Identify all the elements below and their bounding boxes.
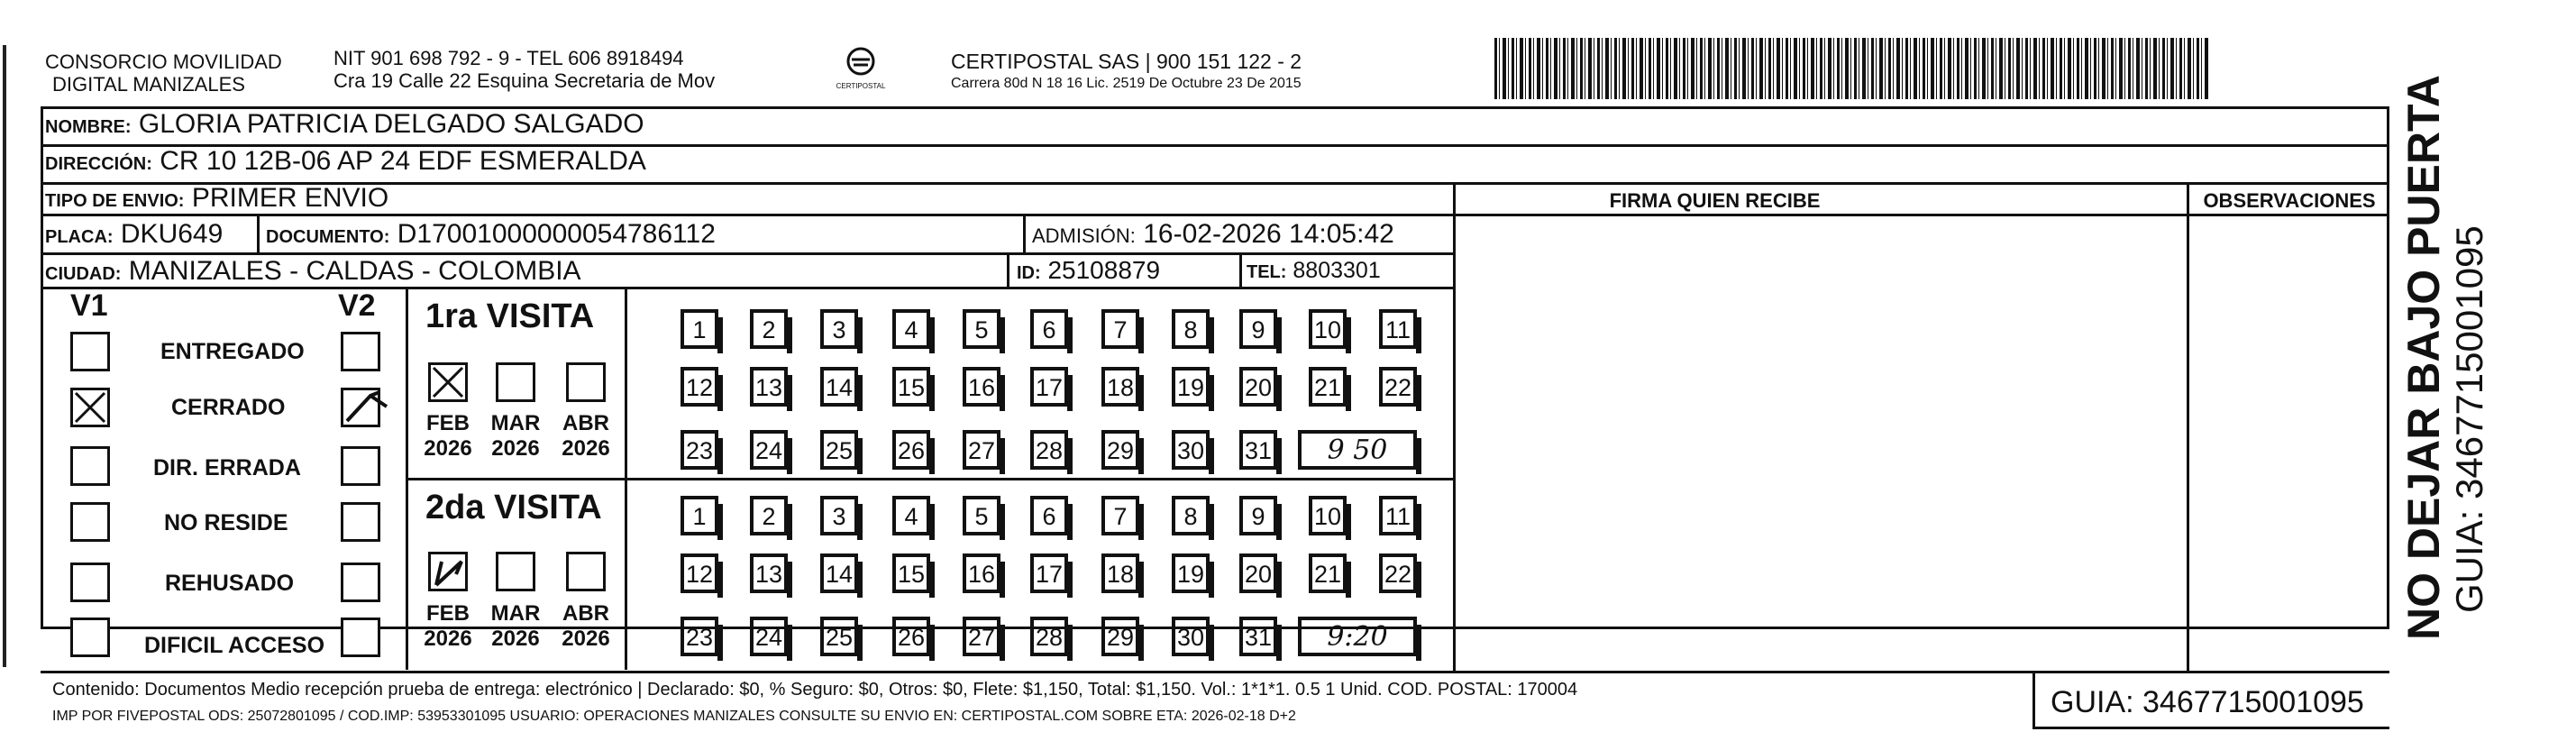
day-box[interactable] bbox=[1030, 309, 1068, 349]
day-box[interactable] bbox=[1101, 430, 1139, 470]
direccion-value: CR 10 12B-06 AP 24 EDF ESMERALDA bbox=[160, 146, 646, 176]
first-visit-time: 9 50 bbox=[1327, 435, 1388, 466]
documento-row bbox=[266, 219, 716, 250]
firma-column-line bbox=[1453, 182, 1456, 671]
day-box[interactable] bbox=[1309, 496, 1347, 535]
day-box[interactable] bbox=[1172, 553, 1210, 593]
day-number: 1 bbox=[692, 503, 707, 530]
day-number: 2 bbox=[762, 316, 776, 343]
day-box[interactable] bbox=[892, 553, 930, 593]
footer-contenido: Contenido: Documentos Medio recepción prueba de entrega: electrónico | Declarado: $0, % Seguro: $0, Otros: $0, Flete: $1,150, Total: $1,150. Vol.: 1*1*1. 0.5 1 Unid. COD. POSTAL: 170004 bbox=[52, 680, 1578, 700]
footer-bottom-line bbox=[2032, 727, 2389, 729]
day-number: 29 bbox=[1106, 624, 1135, 651]
divider bbox=[41, 252, 1456, 255]
day-box[interactable] bbox=[1172, 496, 1210, 535]
carrier-name: CERTIPOSTAL SAS | 900 151 122 - 2 bbox=[951, 50, 1302, 73]
day-number: 20 bbox=[1244, 561, 1273, 588]
day-box[interactable] bbox=[681, 496, 718, 535]
day-number: 10 bbox=[1313, 316, 1342, 343]
month-year: 2026 bbox=[424, 627, 472, 651]
observaciones-column-line bbox=[2187, 182, 2189, 671]
id-label: ID: bbox=[1017, 263, 1041, 283]
day-box[interactable] bbox=[820, 617, 858, 656]
day-box[interactable] bbox=[1101, 617, 1139, 656]
day-box[interactable] bbox=[820, 496, 858, 535]
day-box[interactable] bbox=[750, 617, 788, 656]
day-number: 22 bbox=[1384, 374, 1412, 401]
footer-guia-separator bbox=[2032, 671, 2035, 728]
day-number: 19 bbox=[1176, 374, 1205, 401]
divider bbox=[41, 182, 2389, 185]
day-box[interactable] bbox=[750, 496, 788, 535]
carrier-address: Carrera 80d N 18 16 Lic. 2519 De Octubre 23 De 2015 bbox=[951, 76, 1302, 91]
day-box[interactable] bbox=[681, 430, 718, 470]
company-line-1: CONSORCIO MOVILIDAD bbox=[45, 50, 282, 73]
month-year: 2026 bbox=[424, 436, 472, 461]
id-row bbox=[1017, 256, 1160, 285]
day-number: 9 bbox=[1251, 503, 1265, 530]
day-box[interactable] bbox=[750, 553, 788, 593]
documento-value: D17001000000054786112 bbox=[397, 219, 716, 249]
checked-x-icon bbox=[431, 365, 465, 399]
second-visit-time-box[interactable] bbox=[1298, 617, 1417, 656]
day-number: 24 bbox=[754, 437, 783, 464]
company-info bbox=[333, 47, 715, 92]
first-visit-month-feb bbox=[421, 411, 475, 462]
company-line-2: DIGITAL MANIZALES bbox=[52, 73, 245, 96]
divider bbox=[1007, 254, 1009, 287]
day-box[interactable] bbox=[963, 367, 1000, 407]
day-number: 8 bbox=[1183, 503, 1198, 530]
company-address: Cra 19 Calle 22 Esquina Secretaria de Mov bbox=[333, 69, 716, 92]
tipo-row bbox=[45, 183, 388, 214]
carrier-info bbox=[951, 50, 1302, 94]
footer-imp: IMP POR FIVEPOSTAL ODS: 25072801095 / COD.IMP: 53953301095 USUARIO: OPERACIONES MANIZALES CONSULTE SU ENVIO EN: CERTIPOSTAL.COM SOBRE ETA: 2026-02-18 D+2 bbox=[52, 709, 1296, 724]
month-name: MAR bbox=[490, 411, 541, 435]
day-number: 14 bbox=[825, 561, 854, 588]
admision-value: 16-02-2026 14:05:42 bbox=[1143, 219, 1394, 249]
status-label-rehusado: REHUSADO bbox=[165, 571, 295, 596]
day-box[interactable] bbox=[963, 496, 1000, 535]
v1-checkbox-no-reside[interactable] bbox=[70, 502, 110, 542]
day-box[interactable] bbox=[1172, 309, 1210, 349]
form-frame bbox=[41, 106, 2389, 629]
day-box[interactable] bbox=[892, 617, 930, 656]
month-name: FEB bbox=[426, 601, 470, 626]
placa-value: DKU649 bbox=[120, 219, 224, 249]
tipo-label: TIPO DE ENVIO: bbox=[45, 191, 185, 211]
divider bbox=[257, 216, 260, 252]
day-number: 7 bbox=[1113, 503, 1128, 530]
first-visit-month-mar bbox=[489, 411, 543, 462]
day-box[interactable] bbox=[1101, 367, 1139, 407]
day-number: 8 bbox=[1183, 316, 1198, 343]
day-number: 23 bbox=[685, 437, 714, 464]
v1-checkbox-dir-errada[interactable] bbox=[70, 446, 110, 486]
tel-label: TEL: bbox=[1247, 262, 1287, 282]
day-number: 20 bbox=[1244, 374, 1273, 401]
visit-separator bbox=[406, 478, 1456, 480]
day-box[interactable] bbox=[1172, 617, 1210, 656]
day-box[interactable] bbox=[750, 367, 788, 407]
first-visit-month-abr bbox=[559, 411, 613, 462]
first-visit-feb-box[interactable] bbox=[428, 362, 468, 402]
day-number: 23 bbox=[685, 624, 714, 651]
day-number: 31 bbox=[1244, 624, 1273, 651]
day-number: 27 bbox=[967, 624, 996, 651]
day-number: 13 bbox=[754, 374, 783, 401]
day-box[interactable] bbox=[892, 309, 930, 349]
nombre-value: GLORIA PATRICIA DELGADO SALGADO bbox=[138, 109, 644, 139]
day-box[interactable] bbox=[1379, 309, 1417, 349]
admision-label: ADMISIÓN: bbox=[1032, 224, 1136, 247]
day-number: 9 bbox=[1251, 316, 1265, 343]
month-name: ABR bbox=[562, 411, 609, 435]
month-name: FEB bbox=[426, 411, 470, 435]
month-name: MAR bbox=[490, 601, 541, 626]
v1-checkbox-rehusado[interactable] bbox=[70, 563, 110, 602]
month-name: ABR bbox=[562, 601, 609, 626]
first-visit-mar-box[interactable] bbox=[496, 362, 535, 402]
side-vertical-text bbox=[2398, 9, 2524, 640]
day-box[interactable] bbox=[1172, 430, 1210, 470]
day-box[interactable] bbox=[1101, 496, 1139, 535]
day-box[interactable] bbox=[892, 430, 930, 470]
left-margin-rule bbox=[3, 45, 6, 667]
tel-value: 8803301 bbox=[1293, 258, 1381, 283]
day-box[interactable] bbox=[1239, 367, 1277, 407]
logo-text: CERTIPOSTAL bbox=[836, 82, 886, 90]
day-number: 17 bbox=[1035, 374, 1064, 401]
certipostal-logo bbox=[834, 47, 888, 96]
month-year: 2026 bbox=[562, 627, 610, 651]
day-number: 6 bbox=[1042, 316, 1056, 343]
month-year: 2026 bbox=[491, 627, 540, 651]
day-box[interactable] bbox=[1030, 617, 1068, 656]
day-box[interactable] bbox=[1239, 617, 1277, 656]
day-box[interactable] bbox=[820, 309, 858, 349]
day-box[interactable] bbox=[820, 553, 858, 593]
day-number: 5 bbox=[974, 316, 989, 343]
divider bbox=[1456, 214, 2389, 216]
day-number: 15 bbox=[897, 561, 926, 588]
admision-row bbox=[1032, 219, 1394, 250]
day-box[interactable] bbox=[1172, 367, 1210, 407]
day-number: 17 bbox=[1035, 561, 1064, 588]
day-number: 13 bbox=[754, 561, 783, 588]
day-number: 16 bbox=[967, 561, 996, 588]
day-number: 25 bbox=[825, 624, 854, 651]
v2-checkbox-dir-errada[interactable] bbox=[341, 446, 380, 486]
tipo-value: PRIMER ENVIO bbox=[191, 183, 389, 213]
day-number: 25 bbox=[825, 437, 854, 464]
day-number: 3 bbox=[832, 503, 846, 530]
day-number: 1 bbox=[692, 316, 707, 343]
day-box[interactable] bbox=[681, 309, 718, 349]
second-visit-month-feb bbox=[421, 601, 475, 652]
placa-row bbox=[45, 219, 223, 250]
ciudad-row bbox=[45, 256, 581, 287]
day-number: 7 bbox=[1113, 316, 1128, 343]
day-box[interactable] bbox=[1030, 367, 1068, 407]
day-number: 28 bbox=[1035, 624, 1064, 651]
day-box[interactable] bbox=[1030, 430, 1068, 470]
day-number: 10 bbox=[1313, 503, 1342, 530]
day-box[interactable] bbox=[892, 496, 930, 535]
day-box[interactable] bbox=[750, 309, 788, 349]
day-box[interactable] bbox=[1030, 496, 1068, 535]
divider bbox=[1023, 216, 1026, 252]
day-number: 26 bbox=[897, 624, 926, 651]
day-box[interactable] bbox=[681, 367, 718, 407]
day-number: 16 bbox=[967, 374, 996, 401]
day-number: 12 bbox=[685, 561, 714, 588]
second-visit-month-mar bbox=[489, 601, 543, 652]
first-visit-title: 1ra VISITA bbox=[425, 297, 595, 335]
day-box[interactable] bbox=[1239, 430, 1277, 470]
day-number: 29 bbox=[1106, 437, 1135, 464]
status-label-no-reside: NO RESIDE bbox=[164, 510, 288, 535]
day-box[interactable] bbox=[681, 553, 718, 593]
first-visit-abr-box[interactable] bbox=[566, 362, 606, 402]
day-number: 11 bbox=[1384, 316, 1411, 343]
placa-label: PLACA: bbox=[45, 227, 114, 247]
day-number: 11 bbox=[1384, 503, 1411, 530]
divider bbox=[1239, 254, 1242, 287]
divider bbox=[41, 287, 1456, 289]
day-number: 4 bbox=[904, 503, 918, 530]
company-name bbox=[45, 50, 282, 96]
day-number: 3 bbox=[832, 316, 846, 343]
documento-label: DOCUMENTO: bbox=[266, 227, 390, 247]
day-number: 18 bbox=[1106, 561, 1135, 588]
no-dejar-bajo-puerta: NO DEJAR BAJO PUERTA bbox=[2398, 75, 2449, 640]
v2-checkbox-cerrado[interactable] bbox=[341, 388, 380, 427]
v1-checkbox-dificil-acceso[interactable] bbox=[70, 618, 110, 657]
divider bbox=[41, 214, 1456, 216]
day-number: 14 bbox=[825, 374, 854, 401]
day-number: 6 bbox=[1042, 503, 1056, 530]
day-number: 31 bbox=[1244, 437, 1273, 464]
day-box[interactable] bbox=[963, 430, 1000, 470]
footer-guia: GUIA: 3467715001095 bbox=[2051, 685, 2364, 719]
day-box[interactable] bbox=[1239, 553, 1277, 593]
v2-checkbox-entregado[interactable] bbox=[341, 332, 380, 371]
day-number: 24 bbox=[754, 624, 783, 651]
day-number: 19 bbox=[1176, 561, 1205, 588]
footer-top-line bbox=[41, 671, 2389, 673]
day-box[interactable] bbox=[1239, 496, 1277, 535]
first-visit-time-box[interactable] bbox=[1298, 430, 1417, 470]
company-nit: NIT 901 698 792 - 9 - TEL 606 8918494 bbox=[333, 47, 684, 69]
day-box[interactable] bbox=[820, 367, 858, 407]
day-box[interactable] bbox=[1379, 496, 1417, 535]
day-number: 27 bbox=[967, 437, 996, 464]
status-label-dificil-acceso: DIFICIL ACCESO bbox=[144, 633, 325, 658]
status-label-dir-errada: DIR. ERRADA bbox=[153, 455, 301, 480]
day-number: 2 bbox=[762, 503, 776, 530]
firma-label: FIRMA QUIEN RECIBE bbox=[1609, 189, 1821, 212]
barcode bbox=[1494, 38, 2209, 99]
day-box[interactable] bbox=[1379, 553, 1417, 593]
observaciones-label: OBSERVACIONES bbox=[2203, 189, 2376, 212]
day-number: 30 bbox=[1176, 624, 1205, 651]
second-visit-title: 2da VISITA bbox=[425, 489, 602, 526]
day-box[interactable] bbox=[1309, 367, 1347, 407]
v1-checkbox-entregado[interactable] bbox=[70, 332, 110, 371]
handwritten-check-icon bbox=[343, 387, 394, 430]
ciudad-label: CIUDAD: bbox=[45, 264, 122, 284]
day-box[interactable] bbox=[1101, 553, 1139, 593]
day-number: 12 bbox=[685, 374, 714, 401]
day-number: 21 bbox=[1313, 374, 1342, 401]
tel-row bbox=[1247, 258, 1381, 284]
direccion-row bbox=[45, 146, 646, 177]
day-number: 26 bbox=[897, 437, 926, 464]
v1-checkbox-cerrado[interactable] bbox=[70, 388, 110, 427]
second-visit-abr-box[interactable] bbox=[566, 552, 606, 591]
day-box[interactable] bbox=[1101, 309, 1139, 349]
day-box[interactable] bbox=[963, 309, 1000, 349]
nombre-row bbox=[45, 109, 644, 140]
v2-checkbox-no-reside[interactable] bbox=[341, 502, 380, 542]
day-box[interactable] bbox=[1309, 553, 1347, 593]
day-number: 28 bbox=[1035, 437, 1064, 464]
v2-checkbox-rehusado[interactable] bbox=[341, 563, 380, 602]
ciudad-value: MANIZALES - CALDAS - COLOMBIA bbox=[128, 256, 581, 286]
day-number: 5 bbox=[974, 503, 989, 530]
day-number: 4 bbox=[904, 316, 918, 343]
day-number: 21 bbox=[1313, 561, 1342, 588]
day-box[interactable] bbox=[750, 430, 788, 470]
day-box[interactable] bbox=[963, 553, 1000, 593]
month-year: 2026 bbox=[491, 436, 540, 461]
second-visit-mar-box[interactable] bbox=[496, 552, 535, 591]
checked-x-icon bbox=[73, 390, 107, 425]
day-box[interactable] bbox=[1379, 367, 1417, 407]
nombre-label: NOMBRE: bbox=[45, 117, 132, 137]
day-box[interactable] bbox=[1309, 309, 1347, 349]
handwritten-check-icon bbox=[431, 554, 470, 594]
day-number: 22 bbox=[1384, 561, 1412, 588]
id-value: 25108879 bbox=[1047, 256, 1161, 284]
day-box[interactable] bbox=[963, 617, 1000, 656]
second-visit-month-abr bbox=[559, 601, 613, 652]
day-box[interactable] bbox=[1239, 309, 1277, 349]
v2-checkbox-dificil-acceso[interactable] bbox=[341, 618, 380, 657]
day-number: 30 bbox=[1176, 437, 1205, 464]
second-visit-time: 9:20 bbox=[1327, 621, 1388, 653]
day-number: 18 bbox=[1106, 374, 1135, 401]
direccion-label: DIRECCIÓN: bbox=[45, 154, 152, 174]
month-year: 2026 bbox=[562, 436, 610, 461]
v2-label: V2 bbox=[338, 288, 376, 323]
day-box[interactable] bbox=[1030, 553, 1068, 593]
day-box[interactable] bbox=[681, 617, 718, 656]
second-visit-feb-box[interactable] bbox=[428, 552, 468, 591]
day-box[interactable] bbox=[820, 430, 858, 470]
side-guia: GUIA: 3467715001095 bbox=[2448, 225, 2490, 613]
status-label-entregado: ENTREGADO bbox=[160, 339, 305, 364]
status-label-cerrado: CERRADO bbox=[171, 395, 286, 420]
v1-label: V1 bbox=[70, 288, 108, 323]
day-number: 15 bbox=[897, 374, 926, 401]
day-box[interactable] bbox=[892, 367, 930, 407]
